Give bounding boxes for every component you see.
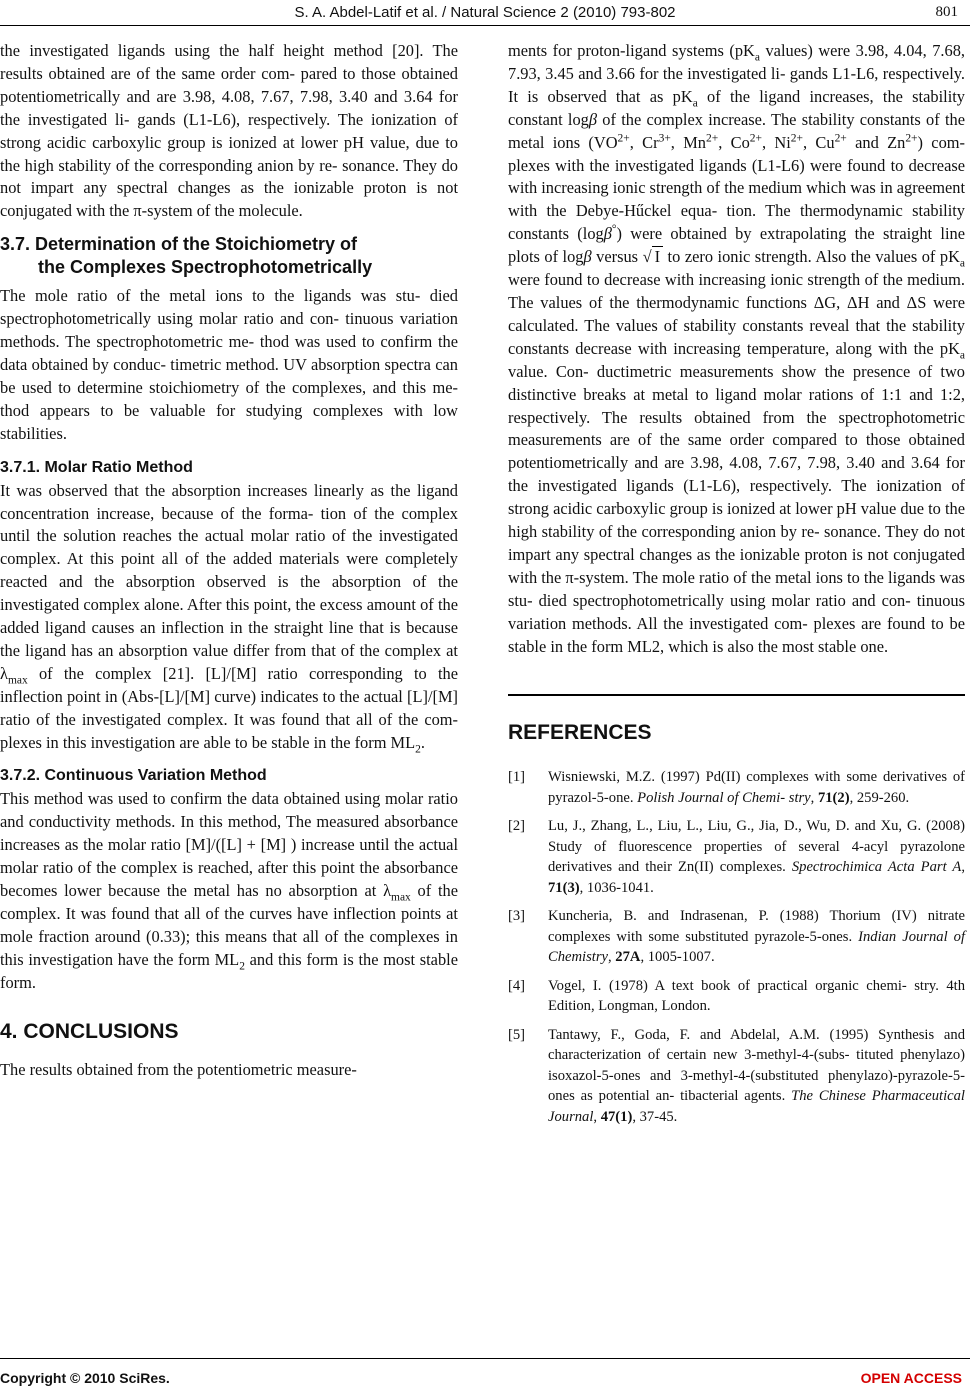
reference-pages: , 37-45. (632, 1108, 678, 1125)
text-run: , Mn (670, 132, 706, 152)
subscript: a (754, 51, 760, 64)
text-run: values) were 3.98, 4.04, 7.68, 7.93, 3.45 and 3.66 for the investigated li- gands L1-L6, respectively. It is observed that as pK (508, 41, 965, 106)
sqrt-argument: I (652, 246, 663, 266)
section-3-7-2-paragraph (0, 788, 458, 994)
reference-journal: Spectrochimica Acta Part A (791, 859, 962, 876)
text-run: were found to decrease with increasing ionic strength of the medium. The values of the thermodynamic functions ΔG, ΔH and ΔS were calculated. The values of stability constants reveal that the stability constants decrease with increasing temperature, along with the pK (508, 270, 965, 358)
text-run: of the complex increase. The stability constants of the metal ions (VO (508, 109, 965, 152)
section-3-7-heading-line1: 3.7. Determination of the Stoichiometry of (0, 234, 358, 255)
subscript: a (959, 257, 966, 270)
reference-number: [4] (508, 977, 526, 994)
section-3-7-1-paragraph (0, 480, 458, 755)
reference-text (548, 906, 965, 968)
references-separator (508, 694, 965, 696)
superscript: ° (611, 223, 617, 236)
reference-sep: , (608, 949, 616, 966)
section-3-7-paragraph: The mole ratio of the metal ions to the ligands was stu- died spectrophotometrically using molar ratio and con- tinuous variation methods. The spectrophotometric me- thod was used to confirm the data obtained by conduc- timetric method. UV absorption spectra can be used to determine stoichiometry of the complexes, and this me- thod appears to be valuable for studying complexes with low stabilities. (0, 286, 458, 443)
reference-volume: 71(2) (817, 789, 850, 806)
text-run: ) were obtained by extrapolating the straight line plots of log (508, 224, 965, 267)
reference-text (548, 1025, 965, 1128)
reference-list (508, 767, 965, 1127)
reference-authors: Kuncheria, B. and Indrasenan, P. (1988) Thorium (IV) nitrate complexes with some substituted pyrazole-5-ones. (548, 908, 965, 945)
running-title: S. A. Abdel-Latif et al. / Natural Science 2 (2010) 793-802 (294, 4, 676, 21)
intro-paragraph: the investigated ligands using the half height method [20]. The results obtained are of the same order com- pared to those obtained potentiometrically and are 3.98, 4.08, 7.67, 7.98, 3.40 and 3.64 for the investigated li- gands (L1-L6), respectively. The ionization of strong acidic carboxylic group is ionized at lower pH value, due to the high stability of the corresponding anion by re- sonance. They do not impart any spectral changes as the ionizable proton is not conjugated with the π-system of the molecule. (0, 41, 458, 221)
reference-authors: Tantawy, F., Goda, F. and Abdelal, A.M. (1995) Synthesis and characterization of certain new 3-methyl-4-(subs- tituted phenylazo) isoxazol-5-ones and 3-methyl-4-(substituted phenylazo)-pyrazole-5-ones as potential an- tibacterial agents. (548, 1026, 965, 1105)
text-run: ments for proton-ligand systems (pK (508, 41, 755, 60)
beta-symbol: β (603, 224, 612, 244)
reference-pages: , 1005-1007. (640, 949, 715, 966)
reference-pages: , 259-260. (849, 789, 910, 806)
subscript: a (692, 97, 698, 110)
reference-authors: Vogel, I. (1978) A text book of practical organic chemi- stry. 4th Edition, Longman, London. (548, 977, 965, 1015)
conclusions-paragraph-start: The results obtained from the potentiometric measure- (0, 1059, 357, 1079)
copyright-notice: Copyright © 2010 SciRes. (0, 1370, 170, 1386)
reference-item (508, 767, 965, 808)
subscript: 2 (415, 742, 421, 755)
reference-volume: 27A (615, 949, 641, 966)
reference-number: [5] (508, 1026, 526, 1043)
reference-sep: , (810, 789, 818, 806)
section-3-7-1-heading: 3.7.1. Molar Ratio Method (0, 458, 193, 476)
text-run: and this form is the most stable form. (0, 949, 458, 992)
section-3-7-heading-line2: the Complexes Spectrophotometrically (38, 257, 373, 278)
text-run: ) com- plexes with the investigated ligands (L1-L6) were found to decrease with increasing ionic strength of the medium which was in agreement with the Debye-Hűckel equa- tion. The thermodynamic stability constants (log (508, 132, 965, 244)
page-number: 801 (935, 4, 958, 20)
text-run: , Cr (629, 132, 659, 152)
reference-number: [3] (508, 908, 526, 925)
reference-item (508, 976, 965, 1017)
reference-text (548, 976, 965, 1017)
reference-number: [2] (508, 818, 526, 835)
footer-rule (0, 1358, 970, 1359)
page-header (0, 0, 970, 26)
header-rule (0, 25, 970, 26)
reference-volume: 71(3) (548, 879, 580, 896)
left-column (0, 40, 458, 1082)
section-3-7-2-heading: 3.7.2. Continuous Variation Method (0, 767, 267, 785)
text-run: of the ligand increases, the stability constant log (508, 86, 965, 129)
superscript: 2+ (706, 132, 719, 145)
text-run: , Ni (761, 132, 791, 152)
superscript: 2+ (617, 132, 630, 145)
reference-sep: , (593, 1108, 601, 1125)
reference-text (548, 767, 965, 808)
subscript-max: max (7, 674, 28, 687)
conclusions-paragraph-continued (508, 40, 965, 658)
text-run: , Co (718, 132, 750, 152)
reference-journal: The Chinese Pharmaceutical Journal (548, 1088, 965, 1125)
text-run: and Zn (846, 132, 906, 152)
superscript: 2+ (790, 132, 803, 145)
references-heading: REFERENCES (508, 721, 652, 745)
subscript: a (959, 349, 965, 362)
reference-number: [1] (508, 769, 526, 786)
section-4-heading: 4. CONCLUSIONS (0, 1019, 179, 1043)
superscript: 3+ (658, 132, 671, 145)
reference-journal: Indian Journal of Chemistry (548, 928, 966, 966)
reference-authors: Wisniewski, M.Z. (1997) Pd(II) complexes with some derivatives of pyrazol-5-one. (548, 769, 965, 806)
reference-item (508, 906, 965, 968)
open-access-label: OPEN ACCESS (860, 1370, 962, 1386)
superscript: 2+ (905, 132, 918, 145)
text-run: It was observed that the absorption increases linearly as the ligand concentration increase, because of the forma- tion of the complex until the solution reaches the actual molar ratio of the investigated complex. At this point all of the added materials were completely reacted and the absorption observed is the absorption of the investigated complex alone. After this point, the excess amount of the added ligand causes an inflection in the straight line that is because the ligand has an absorption value differ from that of the complex at λ (0, 480, 458, 683)
text-run: versus (591, 247, 643, 267)
superscript: 2+ (834, 132, 847, 145)
section-3-7-heading (0, 233, 458, 279)
text-run: . (420, 732, 425, 752)
beta-symbol: β (588, 109, 598, 129)
text-run: of the complex. It was found that all of the curves have inflection points at mole fraction around (0.33); this means that all of the complexes in this investigation have the form ML (0, 881, 458, 969)
text-run: to zero ionic strength. Also the values of pK (663, 247, 960, 267)
subscript-max: max (391, 891, 411, 904)
text-run: value. Con- ductimetric measurements show the presence of two distinctive breaks at metal to ligand molar rations of 1:1 and 1:2, respectively. The results obtained from the spectrophotometric measurements are of the same order compared to those obtained potentiometrically and are 3.98, 4.08, 7.67, 7.98, 3.40 and 3.64 for the investigated ligands (L1-L6), respectively. The ionization of strong acidic carboxylic group is ionized at lower pH value due to the high stability of the corresponding anion by re- sonance. They do not impart any spectral changes as the ionizable proton is not conjugated with the π-system. The mole ratio of the metal ions to the ligands was stu- died spectrophotometrically using molar ratio and con- tinuous variation methods. All the investigated com- plexes are found to be stable in the form ML2, which is also the most stable one. (508, 361, 965, 656)
reference-text (548, 816, 965, 898)
page-footer (0, 1358, 970, 1388)
beta-symbol: β (583, 247, 592, 267)
text-run: of the complex [21]. [L]/[M] ratio corresponding to the inflection point in (Abs-[L]/[M] curve) indicates to the actual [L]/[M] ratio of the investigated complex. It was found that all of the com- plexes in this investigation are able to be stable in the form ML (0, 663, 458, 752)
text-run: This method was used to confirm the data obtained using molar ratio and conductivity methods. In this method, The measured absorbance increases as the molar ratio [M]/([L] + [M] ) increase until the actual molar ratio of the complex is reached, after this point the absorbance becomes lower because the metal has no absorption at λ (0, 789, 458, 901)
text-run: , Cu (803, 132, 835, 152)
reference-sep: , (961, 859, 965, 876)
reference-pages: , 1036-1041. (579, 879, 654, 896)
sqrt-symbol: √ (642, 247, 652, 267)
superscript: 2+ (749, 132, 762, 145)
reference-authors: Lu, J., Zhang, L., Liu, L., Liu, G., Jia, D., Wu, D. and Xu, G. (2008) Study of fluorescence properties of several 4-acyl pyrazolone derivatives and their Zn(II) complexes. (548, 818, 965, 876)
reference-item (508, 1025, 965, 1128)
right-column (508, 40, 965, 1135)
reference-item (508, 816, 965, 898)
reference-journal: Polish Journal of Chemi- stry (637, 789, 811, 806)
subscript: 2 (239, 960, 245, 973)
reference-volume: 47(1) (600, 1108, 633, 1125)
